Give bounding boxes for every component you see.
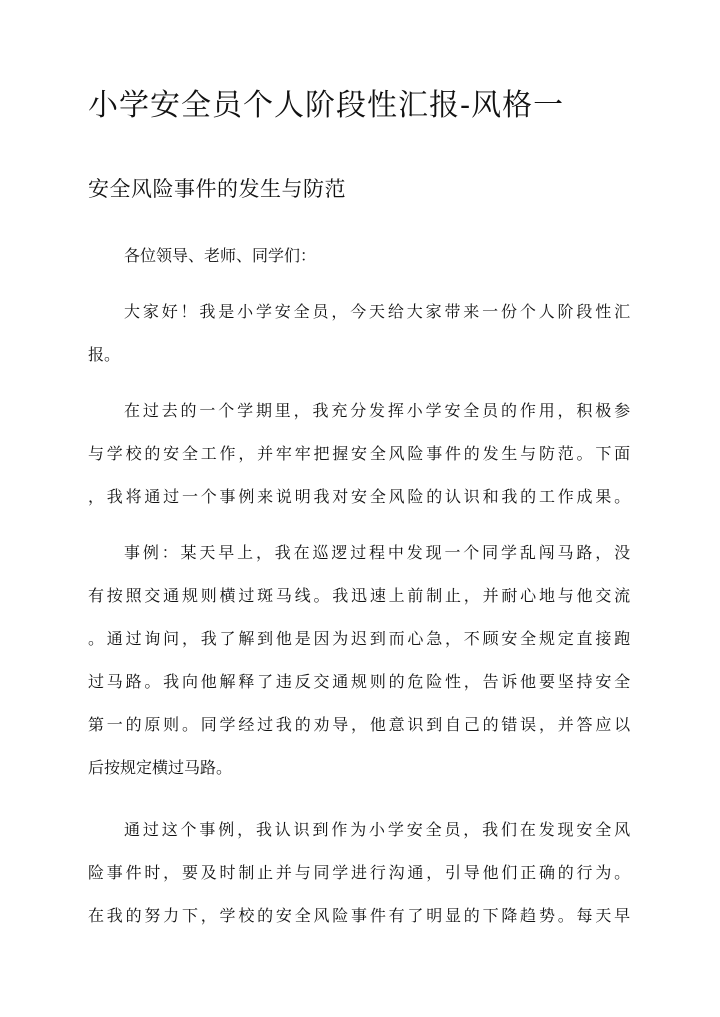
- paragraph-line: 后按规定横过马路。: [88, 758, 233, 777]
- paragraph-line: 在我的努力下，学校的安全风险事件有了明显的下降趋势。每天早: [88, 906, 633, 925]
- paragraph-line: 险事件时，要及时制止并与同学进行沟通，引导他们正确的行为。: [88, 863, 633, 882]
- section-heading: 安全风险事件的发生与防范: [88, 177, 346, 201]
- paragraph-line: 与学校的安全工作，并牢牢把握安全风险事件的发生与防范。下面: [88, 444, 633, 463]
- paragraph-line: 大家好！我是小学安全员，今天给大家带来一份个人阶段性汇: [124, 302, 633, 321]
- paragraph-line: 在过去的一个学期里，我充分发挥小学安全员的作用，积极参: [124, 401, 633, 420]
- document-title: 小学安全员个人阶段性汇报-风格一: [88, 88, 565, 123]
- paragraph-line: 第一的原则。同学经过我的劝导，他意识到自己的错误，并答应以: [88, 715, 633, 734]
- paragraph-line: 事例：某天早上，我在巡逻过程中发现一个同学乱闯马路，没: [124, 543, 633, 562]
- paragraph-line: 报。: [88, 345, 121, 364]
- paragraph-line: ，我将通过一个事例来说明我对安全风险的认识和我的工作成果。: [88, 487, 633, 506]
- paragraph-line: 过马路。我向他解释了违反交通规则的危险性，告诉他要坚持安全: [88, 672, 633, 691]
- paragraph-line: 有按照交通规则横过斑马线。我迅速上前制止，并耐心地与他交流: [88, 586, 633, 605]
- greeting-line: 各位领导、老师、同学们：: [124, 246, 317, 265]
- paragraph-line: 通过这个事例，我认识到作为小学安全员，我们在发现安全风: [124, 820, 633, 839]
- paragraph-line: 。通过询问，我了解到他是因为迟到而心急，不顾安全规定直接跑: [88, 629, 633, 648]
